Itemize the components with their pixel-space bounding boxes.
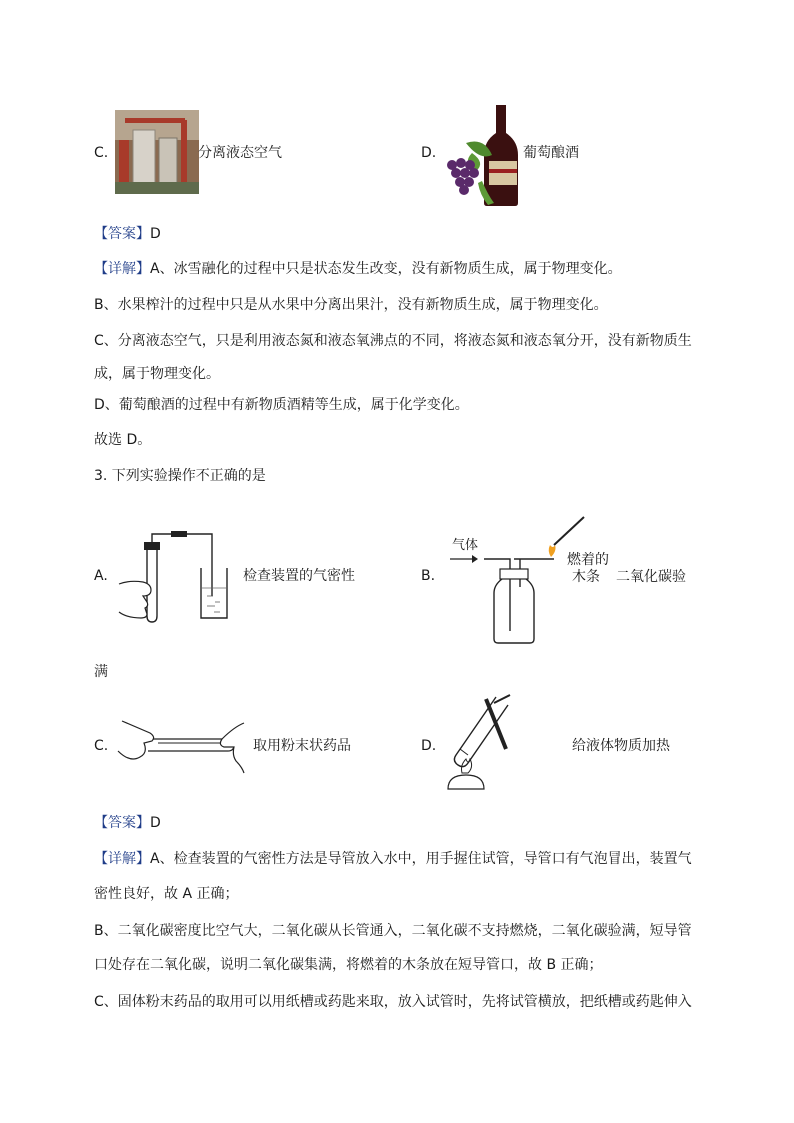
answer-value: D — [150, 815, 161, 831]
q3-option-c-caption: 取用粉末状药品 — [253, 738, 351, 754]
detail-tag: 【详解】 — [94, 261, 150, 277]
q3-option-c-letter: C. — [94, 738, 109, 754]
airtightness-check-diagram — [115, 528, 240, 624]
detail-1-line-3: C、分离液态空气，只是利用液态氮和液态氧沸点的不同，将液态氮和液态氧分开，没有新物质生 — [94, 333, 692, 349]
q3-option-d-letter: D. — [421, 738, 437, 754]
option-c-letter: C. — [94, 145, 109, 161]
detail-1-line-1 — [94, 259, 622, 279]
q3-option-d-caption: 给液体物质加热 — [572, 738, 670, 754]
air-separation-plant-image — [115, 110, 199, 194]
gas-label: 气体 — [452, 538, 479, 553]
heating-liquid-diagram — [438, 693, 538, 793]
detail-1-line-6: 故选 D。 — [94, 432, 152, 448]
detail-2-line-3: B、二氧化碳密度比空气大，二氧化碳从长管通入，二氧化碳不支持燃烧，二氧化碳验满，短导管 — [94, 923, 692, 939]
detail-1-line-5: D、葡萄酿酒的过程中有新物质酒精等生成，属于化学变化。 — [94, 397, 469, 413]
q3-option-b-caption: 二氧化碳验 — [616, 569, 686, 585]
co2-check-diagram — [450, 515, 590, 645]
detail-text: A、检查装置的气密性方法是导管放入水中，用手握住试管，导管口有气泡冒出，装置气 — [150, 851, 692, 867]
q3-option-b-caption-wrap: 满 — [94, 664, 108, 680]
answer-value: D — [150, 226, 161, 242]
detail-2-line-2: 密性良好，故 A 正确； — [94, 886, 239, 902]
q3-option-a-letter: A. — [94, 568, 108, 584]
option-c-caption: 分离液态空气 — [198, 145, 282, 161]
detail-1-line-4: 成，属于物理变化。 — [94, 366, 220, 382]
option-d-letter: D. — [421, 145, 437, 161]
detail-2-line-1 — [94, 849, 692, 869]
detail-text: A、冰雪融化的过程中只是状态发生改变，没有新物质生成，属于物理变化。 — [150, 261, 622, 277]
detail-1-line-2: B、水果榨汁的过程中只是从水果中分离出果汁，没有新物质生成，属于物理变化。 — [94, 297, 608, 313]
detail-tag: 【详解】 — [94, 851, 150, 867]
powder-sampling-diagram — [118, 715, 248, 775]
answer-1 — [94, 224, 161, 244]
answer-tag: 【答案】 — [94, 815, 150, 831]
detail-2-line-5: C、固体粉末药品的取用可以用纸槽或药匙来取，放入试管时，先将试管横放，把纸槽或药匙伸入 — [94, 994, 692, 1010]
q3-option-b-letter: B. — [421, 568, 436, 584]
question-3-stem: 3. 下列实验操作不正确的是 — [94, 468, 266, 484]
stick-label: 木条 — [572, 569, 600, 585]
q3-option-a-caption: 检查装置的气密性 — [243, 568, 355, 584]
wine-and-grapes-image — [444, 103, 524, 207]
answer-2 — [94, 813, 161, 833]
detail-2-line-4: 口处存在二氧化碳，说明二氧化碳集满，将燃着的木条放在短导管口，故 B 正确； — [94, 957, 603, 973]
burning-label: 燃着的 — [567, 552, 609, 568]
answer-tag: 【答案】 — [94, 226, 150, 242]
option-d-caption: 葡萄酿酒 — [523, 145, 579, 161]
